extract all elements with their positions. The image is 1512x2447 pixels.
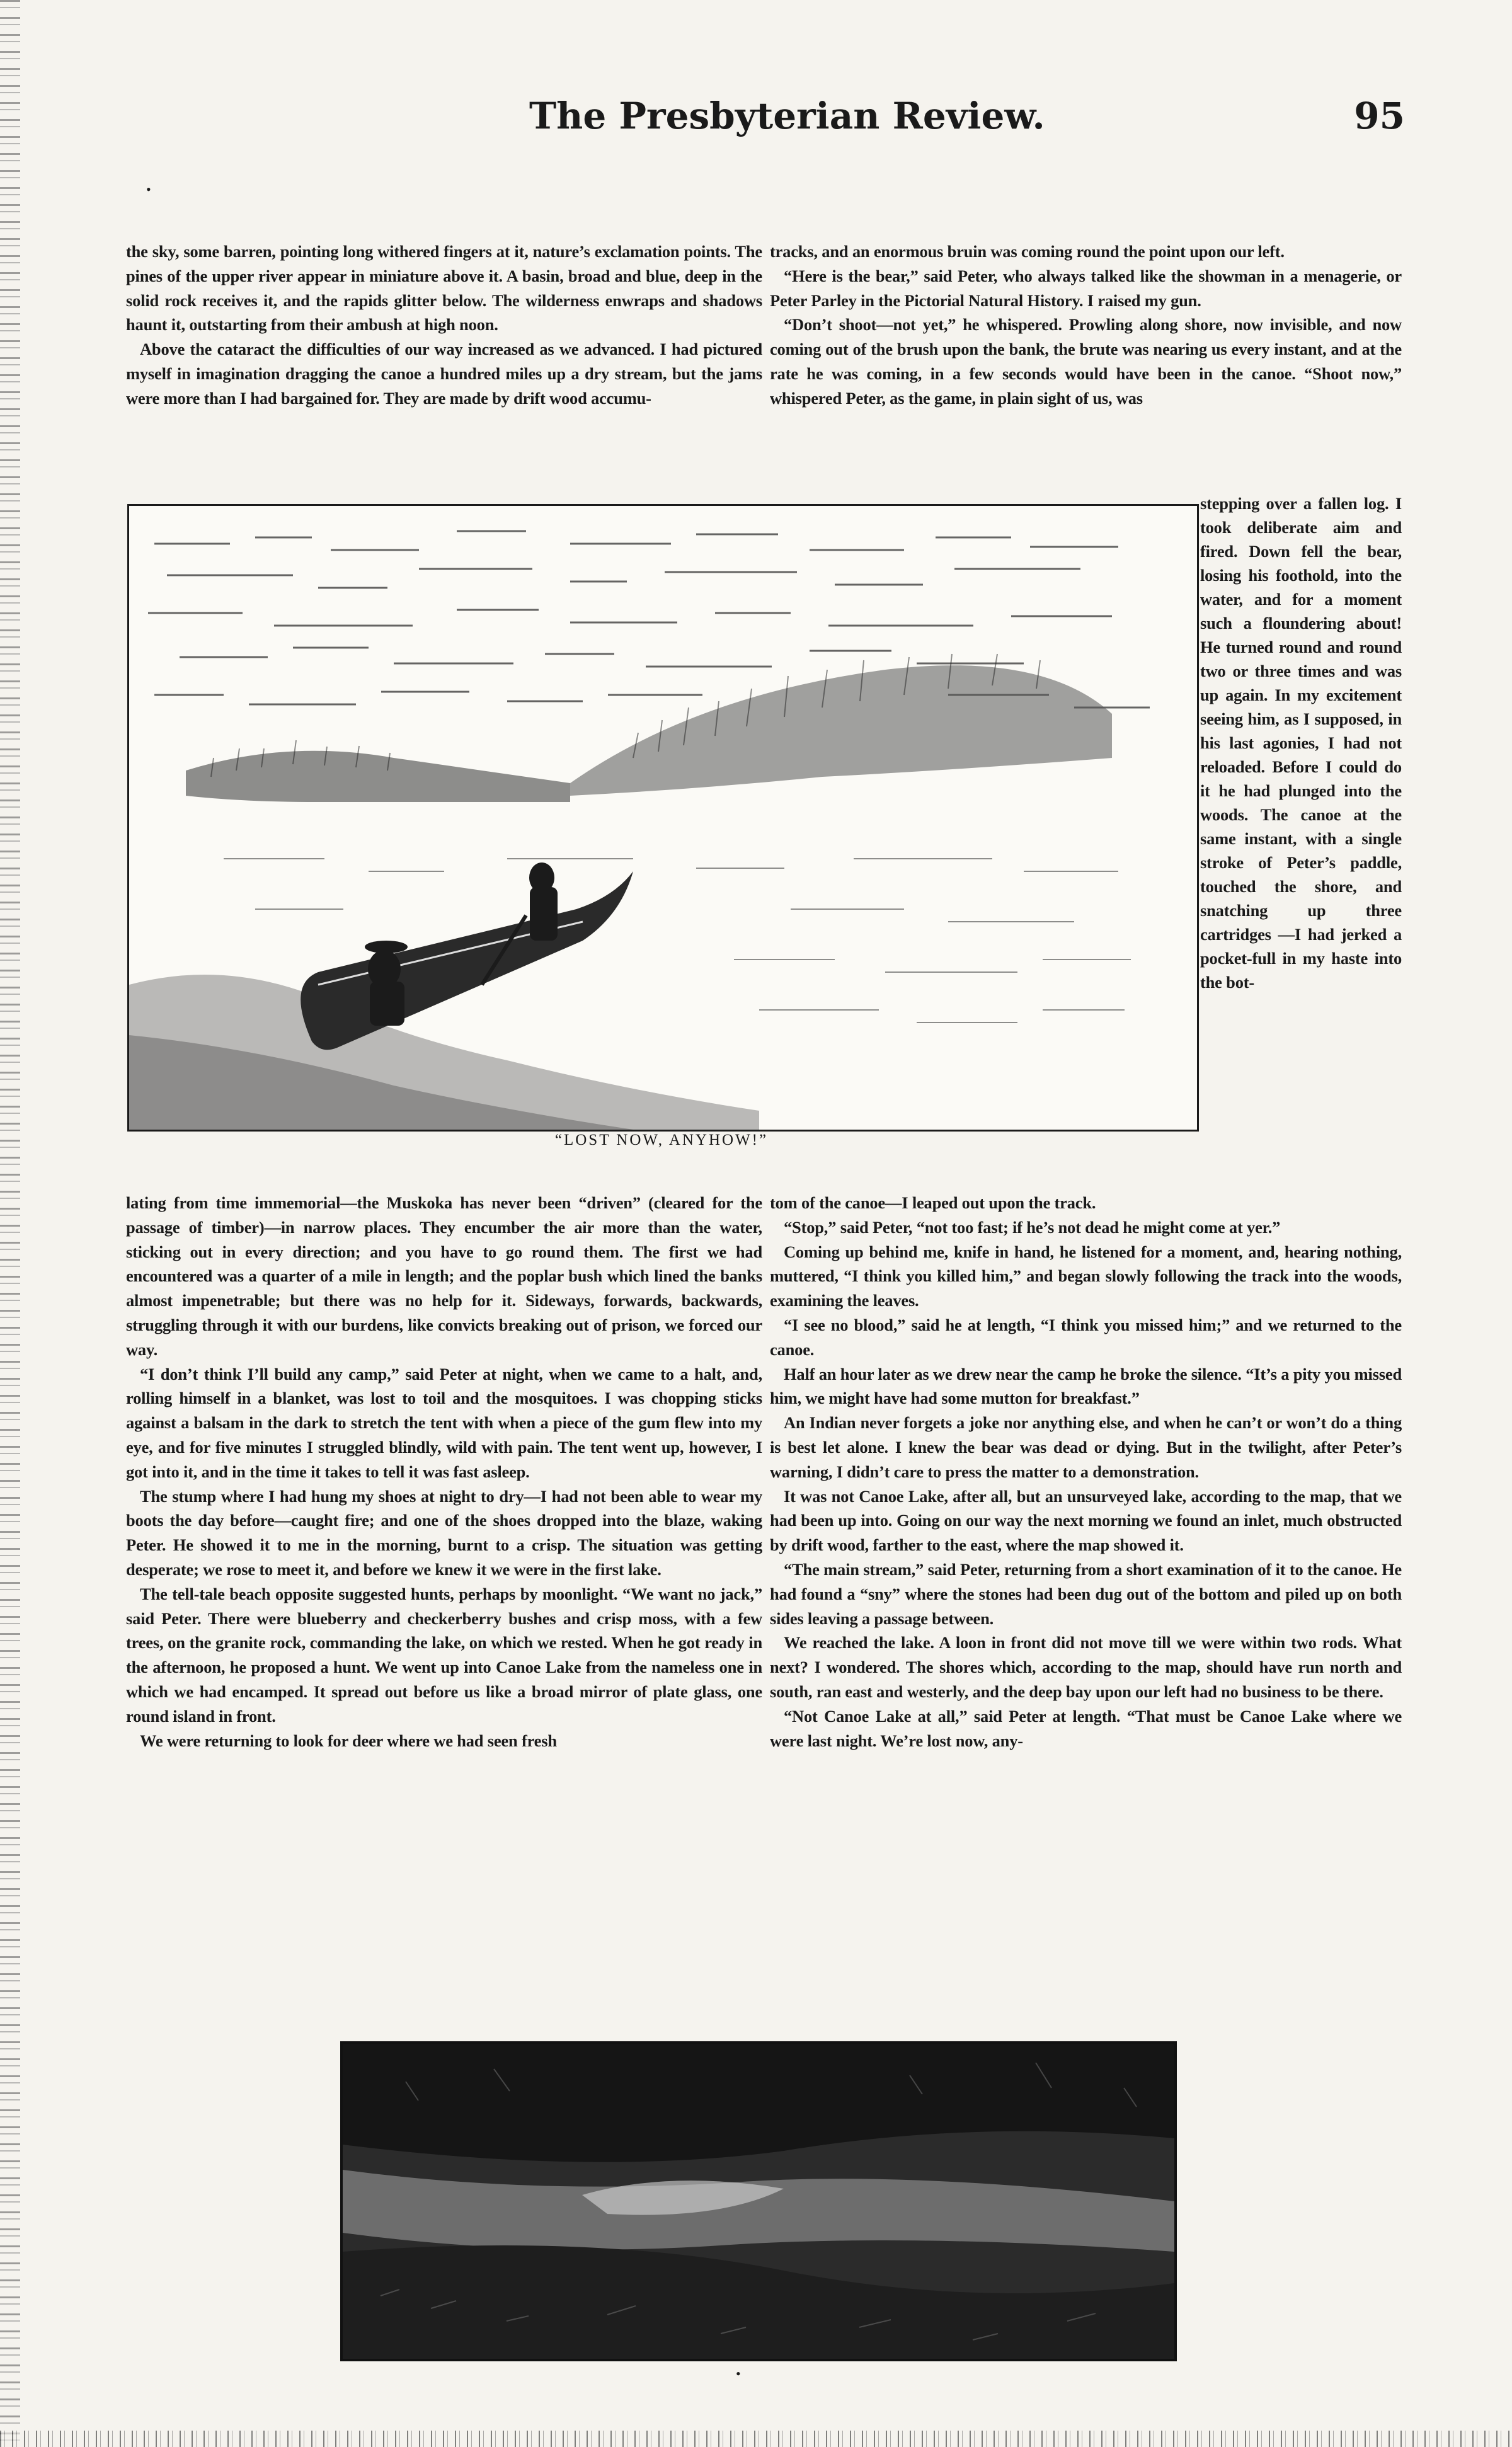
page-header xyxy=(126,95,1405,151)
paragraph: Above the cataract the difficulties of our way increased as we advanced. I had pictured myself in imagination dragging the canoe a hundred miles up a dry stream, but the jams were more than I had bargained for. They are made by drift wood accumu- xyxy=(126,340,762,408)
paragraph: “I see no blood,” said he at length, “I think you missed him;” and we returned to the canoe. xyxy=(770,1315,1402,1359)
paragraph: It was not Canoe Lake, after all, but an unsurveyed lake, according to the map, that we had been up into. Going on our way the next morning we found an inlet, much obstructed by drift wood, farther to the east, where the map showed it. xyxy=(770,1486,1402,1555)
paragraph: We reached the lake. A loon in front did not move till we were within two rods. What next? I wondered. The shores which, according to the map, should have run north and south, ran east and westerly, and the deep bay upon our left had no business to be there. xyxy=(770,1633,1402,1701)
paragraph: The tell-tale beach opposite suggested hunts, perhaps by moonlight. “We want no jack,” said Peter. There were blueberry and checkerberry bushes and crisp moss, with a few trees, on the granite rock, commanding the lake, on which we rested. When he got ready in the afternoon, he proposed a hunt. We went up into Canoe Lake from the nameless one in which we had encamped. It spread out before us like a broad mirror of plate glass, one round island in front. xyxy=(126,1584,762,1726)
illustration-canoe-lake xyxy=(127,504,1199,1132)
paragraph: tom of the canoe—I leaped out upon the track. xyxy=(770,1193,1096,1212)
column-bottom-right xyxy=(770,1191,1402,1753)
print-speck: • xyxy=(146,181,151,197)
paragraph: Coming up behind me, knife in hand, he listened for a moment, and, hearing nothing, muttered, “I think you killed him,” and began slowly following the track into the woods, examining the leaves. xyxy=(770,1242,1402,1310)
paragraph: We were returning to look for deer where we had seen fresh xyxy=(140,1731,557,1750)
paragraph: tracks, and an enormous bruin was coming round the point upon our left. xyxy=(770,242,1285,261)
illustration-dark-scene xyxy=(340,2041,1177,2361)
paragraph: Half an hour later as we drew near the camp he broke the silence. “It’s a pity you missed him, we might have had some mutton for breakfast.” xyxy=(770,1364,1402,1408)
paragraph: “Not Canoe Lake at all,” said Peter at length. “That must be Canoe Lake where we were last night. We’re lost now, any- xyxy=(770,1706,1402,1750)
paragraph: “I don’t think I’ll build any camp,” said Peter at night, when we came to a halt, and, rolling himself in a blanket, was lost to toil and the mosquitoes. I was chopping sticks against a balsam in the dark to stretch the tent with when a piece of the gum flew into my eye, and for five minutes I struggled blindly, wild with pain. The tent went up, however, I got into it, and in the time it takes to tell it was fast asleep. xyxy=(126,1364,762,1481)
paragraph: the sky, some barren, pointing long withered fingers at it, nature’s exclamation points. The pines of the upper river appear in miniature above it. A basin, broad and blue, deep in the solid rock receives it, and the rapids glitter below. The wilderness enwraps and shadows haunt it, outstarting from their ambush at high noon. xyxy=(126,242,762,335)
scan-bottom-edge xyxy=(0,2431,1512,2447)
column-top-right xyxy=(770,239,1402,411)
column-bottom-left xyxy=(126,1191,762,1753)
column-narrow-beside-illustration xyxy=(1200,491,1402,994)
paragraph: “Don’t shoot—not yet,” he whispered. Prowling along shore, now invisible, and now coming out of the brush upon the bank, the brute was nearing us every instant, and at the rate he was coming, in a few seconds would have been in the canoe. “Shoot now,” whispered Peter, as the game, in plain sight of us, was xyxy=(770,315,1402,408)
paragraph: “The main stream,” said Peter, returning from a short examination of it to the canoe. He had found a “sny” where the stones had been dug out of the bottom and piled up on both sides leaving a passage between. xyxy=(770,1559,1402,1628)
paragraph: “Here is the bear,” said Peter, who always talked like the showman in a menagerie, or Peter Parley in the Pictorial Natural History. I raised my gun. xyxy=(770,266,1402,310)
scan-binding-edge xyxy=(0,0,20,2447)
paragraph: stepping over a fallen log. I took deliberate aim and fired. Down fell the bear, losing his foothold, into the water, and for a moment such a floundering about! He turned round and round two or three times and was up again. In my excitement seeing him, as I supposed, in his last agonies, I had not reloaded. Before I could do it he had plunged into the woods. The canoe at the same instant, with a single stroke of Peter’s paddle, touched the shore, and snatching up three cartridges —I had jerked a pocket-full in my haste into the bot- xyxy=(1200,494,1402,992)
running-title: The Presbyterian Review. xyxy=(529,95,1045,137)
column-top-left xyxy=(126,239,762,411)
paragraph: lating from time immemorial—the Muskoka has never been “driven” (cleared for the passage of timber)—in narrow places. They encumber the air more than the water, sticking out in every direction; and you have to go round them. The first we had encountered was a quarter of a mile in length; and the poplar bush which lined the banks almost impenetrable; but there was no help for it. Sideways, forwards, backwards, struggling through it with our burdens, like convicts breaking out of prison, we forced our way. xyxy=(126,1193,762,1359)
engraving-canoe-scene xyxy=(129,506,1197,1130)
page-number: 95 xyxy=(1354,95,1405,137)
paragraph: “Stop,” said Peter, “not too fast; if he’s not dead he might come at yer.” xyxy=(784,1217,1281,1237)
paragraph: An Indian never forgets a joke nor anything else, and when he can’t or won’t do a thing is best let alone. I knew the bear was dead or dying. But in the twilight, after Peter’s warning, I didn’t care to press the matter to a demonstration. xyxy=(770,1413,1402,1481)
engraving-dark-landscape xyxy=(343,2044,1174,2359)
print-speck: • xyxy=(736,2366,741,2381)
illustration-caption: “LOST NOW, ANYHOW!” xyxy=(554,1132,769,1149)
paragraph: The stump where I had hung my shoes at night to dry—I had not been able to wear my boots the day before—caught fire; and one of the shoes dropped into the blaze, waking Peter. He showed it to me in the morning, burnt to a crisp. The situation was getting desperate; we rose to meet it, and before we knew it we were in the first lake. xyxy=(126,1486,762,1579)
